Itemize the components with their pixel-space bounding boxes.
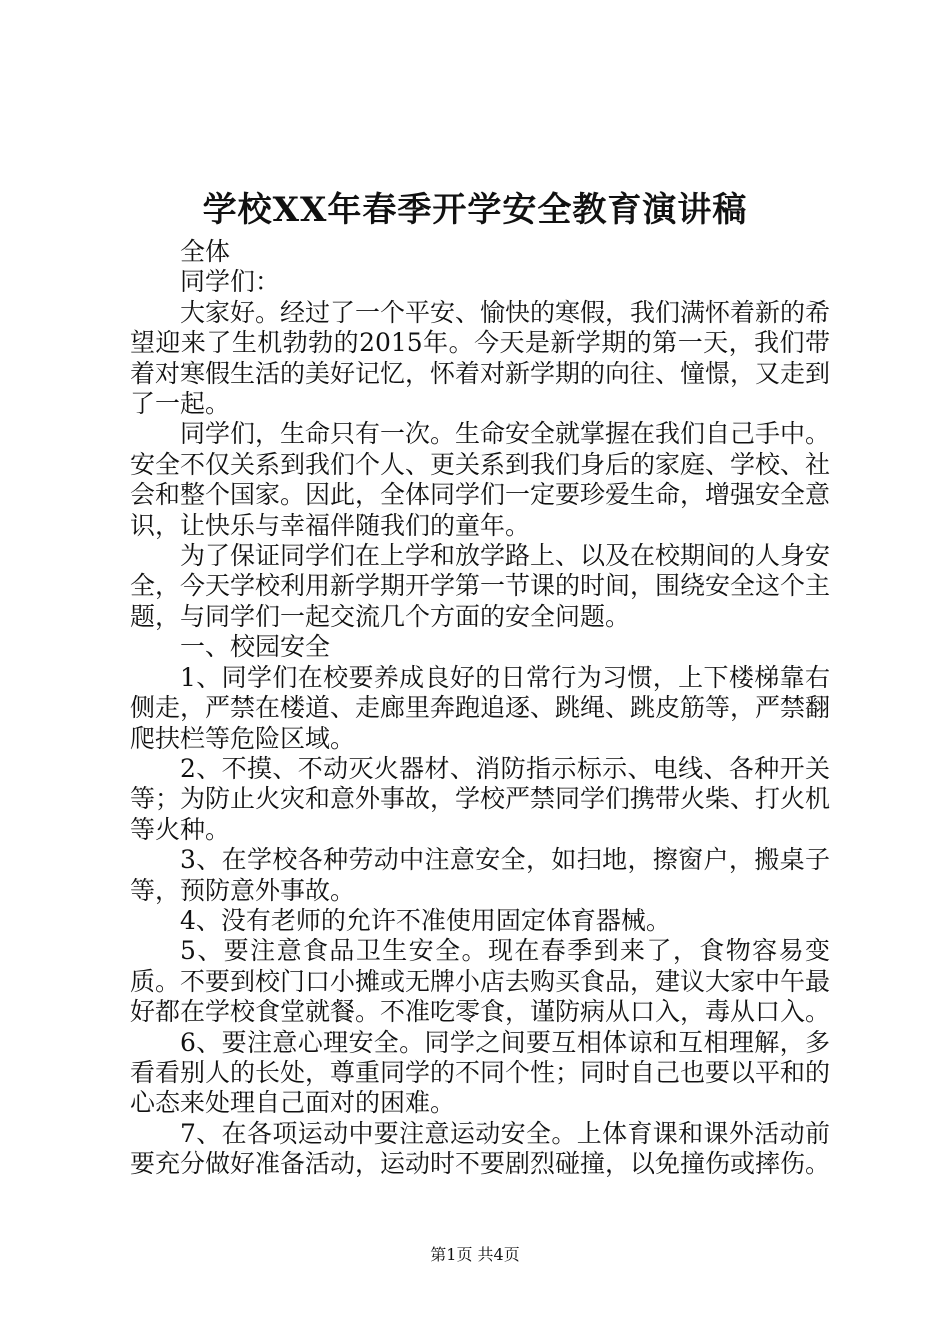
paragraph: 1、同学们在校要养成良好的日常行为习惯，上下楼梯靠右侧走，严禁在楼道、走廊里奔跑追逐、跳绳、跳皮筋等，严禁翻爬扶栏等危险区域。: [130, 662, 831, 753]
page-footer: 第1页 共4页: [430, 1245, 520, 1264]
paragraph: 同学们，生命只有一次。生命安全就掌握在我们自己手中。安全不仅关系到我们个人、更关系到我们身后的家庭、学校、社会和整个国家。因此，全体同学们一定要珍爱生命，增强安全意识，让快乐与幸福伴随我们的童年。: [130, 419, 831, 540]
paragraph: 大家好。经过了一个平安、愉快的寒假，我们满怀着新的希望迎来了生机勃勃的2015年。今天是新学期的第一天，我们带着对寒假生活的美好记忆，怀着对新学期的向往、憧憬，又走到了一起。: [130, 297, 831, 419]
paragraph: 同学们：: [180, 267, 281, 297]
section-heading: 一、校园安全: [180, 632, 331, 662]
paragraph: 为了保证同学们在上学和放学路上、以及在校期间的人身安全，今天学校利用新学期开学第一节课的时间，围绕安全这个主题，与同学们一起交流几个方面的安全问题。: [130, 541, 831, 631]
paragraph: 7、在各项运动中要注意运动安全。上体育课和课外活动前要充分做好准备活动，运动时不要剧烈碰撞，以免撞伤或摔伤。: [130, 1118, 831, 1179]
paragraph: 4、没有老师的允许不准使用固定体育器械。: [180, 905, 671, 935]
paragraph: 5、要注意食品卫生安全。现在春季到来了，食物容易变质。不要到校门口小摊或无牌小店去购买食品，建议大家中午最好都在学校食堂就餐。不准吃零食，谨防病从口入，毒从口入。: [130, 936, 831, 1027]
paragraph: 全体: [180, 237, 231, 266]
paragraph: 2、不摸、不动灭火器材、消防指示标示、电线、各种开关等；为防止火灾和意外事故，学校严禁同学们携带火柴、打火机等火种。: [130, 753, 831, 844]
document-body: [130, 237, 830, 1180]
paragraph: 3、在学校各种劳动中注意安全，如扫地，擦窗户，搬桌子等，预防意外事故。: [130, 845, 830, 905]
document-title: 学校XX年春季开学安全教育演讲稿: [202, 190, 748, 230]
paragraph: 6、要注意心理安全。同学之间要互相体谅和互相理解，多看看别人的长处，尊重同学的不同个性；同时自己也要以平和的心态来处理自己面对的困难。: [130, 1027, 831, 1118]
